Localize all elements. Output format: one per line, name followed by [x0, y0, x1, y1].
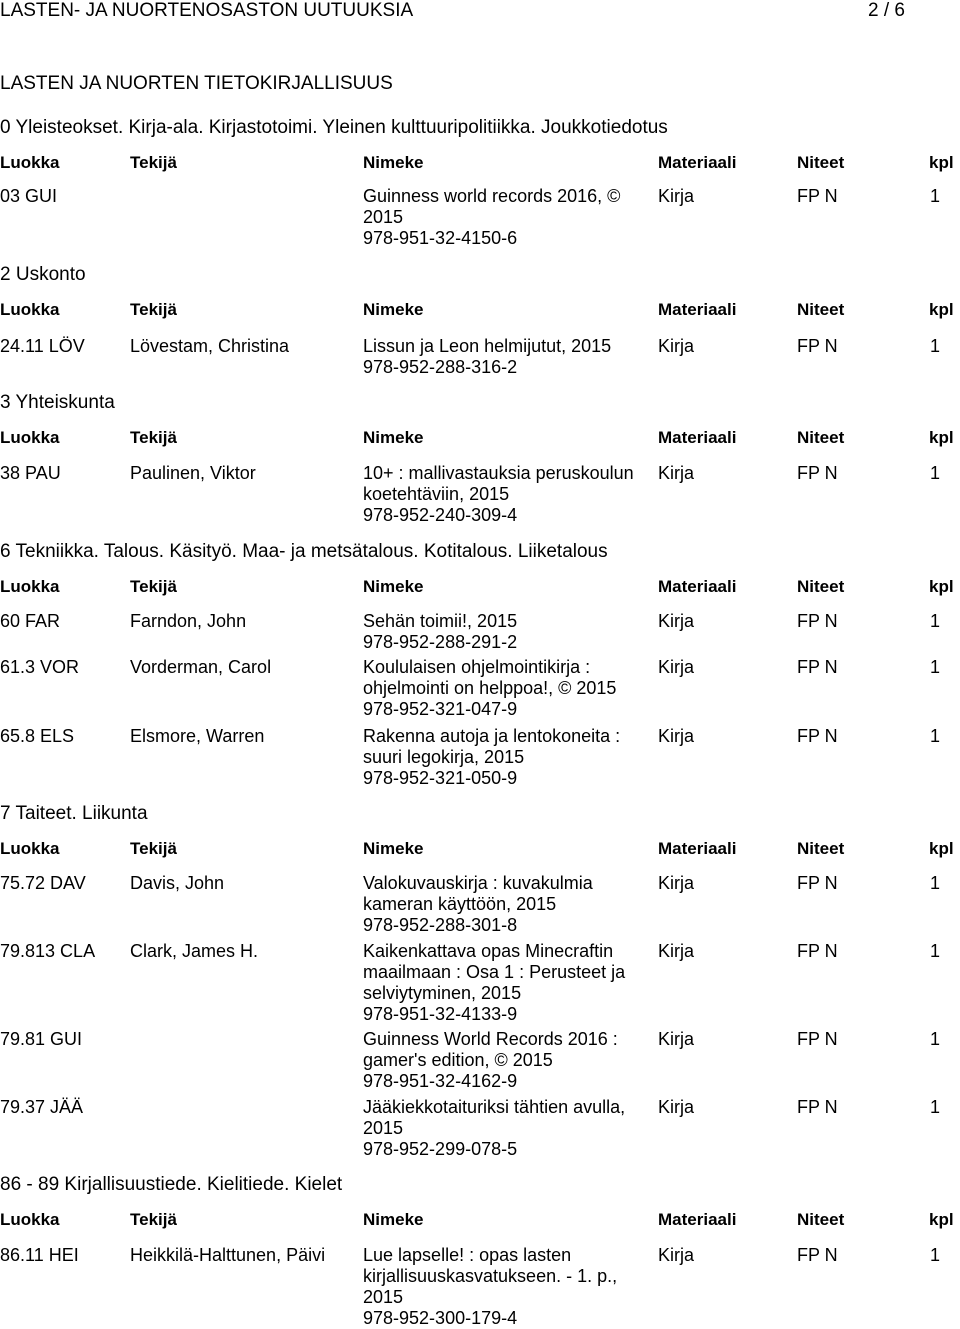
item-kpl: 1: [930, 873, 941, 893]
column-header-luokka: Luokka: [0, 1210, 60, 1229]
item-nimeke-line: 978-952-240-309-4: [363, 505, 518, 525]
column-header-kpl: kpl: [929, 428, 954, 447]
section-title: 0 Yleisteokset. Kirja-ala. Kirjastotoimi. Yleinen kulttuuripolitiikka. Joukkotiedotus: [0, 117, 668, 138]
column-header-nimeke: Nimeke: [363, 300, 424, 319]
item-nimeke-line: Sehän toimii!, 2015: [363, 611, 518, 631]
column-header-tekija: Tekijä: [130, 1210, 177, 1229]
column-header-luokka: Luokka: [0, 577, 60, 596]
item-kpl: 1: [930, 941, 941, 961]
item-luokka: 79.37 JÄÄ: [0, 1097, 84, 1117]
column-header-nimeke: Nimeke: [363, 839, 424, 858]
item-luokka: 03 GUI: [0, 186, 58, 206]
item-niteet: FP N: [797, 336, 838, 356]
item-kpl: 1: [930, 726, 941, 746]
item-niteet: FP N: [797, 657, 838, 677]
item-nimeke-line: Rakenna autoja ja lentokoneita :: [363, 726, 621, 746]
item-materiaali: Kirja: [658, 873, 695, 893]
item-nimeke-line: 978-952-288-316-2: [363, 357, 518, 377]
item-nimeke-line: Lissun ja Leon helmijutut, 2015: [363, 336, 612, 356]
item-materiaali: Kirja: [658, 1097, 695, 1117]
column-header-kpl: kpl: [929, 839, 954, 858]
item-nimeke-line: koetehtäviin, 2015: [363, 484, 510, 504]
item-nimeke-line: 2015: [363, 1287, 404, 1307]
item-kpl: 1: [930, 336, 941, 356]
item-nimeke-line: Guinness World Records 2016 :: [363, 1029, 618, 1049]
item-materiaali: Kirja: [658, 186, 695, 206]
item-luokka: 65.8 ELS: [0, 726, 75, 746]
column-header-tekija: Tekijä: [130, 839, 177, 858]
item-nimeke-line: Kaikenkattava opas Minecraftin: [363, 941, 614, 961]
item-nimeke-line: ohjelmointi on helppoa!, © 2015: [363, 678, 617, 698]
item-luokka: 60 FAR: [0, 611, 61, 631]
column-header-tekija: Tekijä: [130, 428, 177, 447]
column-header-luokka: Luokka: [0, 153, 60, 172]
item-nimeke-line: Jääkiekkotaituriksi tähtien avulla,: [363, 1097, 626, 1117]
item-tekija: Davis, John: [130, 873, 225, 893]
item-luokka: 86.11 HEI: [0, 1245, 79, 1265]
item-tekija: Elsmore, Warren: [130, 726, 265, 746]
item-niteet: FP N: [797, 1245, 838, 1265]
column-header-kpl: kpl: [929, 577, 954, 596]
item-nimeke-line: Koululaisen ohjelmointikirja :: [363, 657, 591, 677]
column-header-niteet: Niteet: [797, 577, 845, 596]
item-tekija: Lövestam, Christina: [130, 336, 290, 356]
item-tekija: Clark, James H.: [130, 941, 259, 961]
item-tekija: Vorderman, Carol: [130, 657, 272, 677]
item-kpl: 1: [930, 1245, 941, 1265]
item-materiaali: Kirja: [658, 941, 695, 961]
item-luokka: 79.813 CLA: [0, 941, 96, 961]
item-nimeke-line: suuri legokirja, 2015: [363, 747, 525, 767]
section-title: 2 Uskonto: [0, 264, 86, 285]
column-header-nimeke: Nimeke: [363, 428, 424, 447]
item-kpl: 1: [930, 463, 941, 483]
item-materiaali: Kirja: [658, 657, 695, 677]
column-header-materiaali: Materiaali: [658, 577, 737, 596]
item-nimeke-line: kameran käyttöön, 2015: [363, 894, 557, 914]
item-nimeke-line: maailmaan : Osa 1 : Perusteet ja: [363, 962, 626, 982]
item-tekija: Paulinen, Viktor: [130, 463, 256, 483]
column-header-kpl: kpl: [929, 153, 954, 172]
item-materiaali: Kirja: [658, 1245, 695, 1265]
column-header-tekija: Tekijä: [130, 577, 177, 596]
item-tekija: Heikkilä-Halttunen, Päivi: [130, 1245, 326, 1265]
column-header-kpl: kpl: [929, 300, 954, 319]
item-kpl: 1: [930, 186, 941, 206]
item-niteet: FP N: [797, 1029, 838, 1049]
item-nimeke-line: 2015: [363, 207, 404, 227]
item-nimeke-line: 978-952-288-291-2: [363, 632, 518, 652]
item-niteet: FP N: [797, 186, 838, 206]
page-title: LASTEN- JA NUORTENOSASTON UUTUUKSIA: [0, 0, 414, 21]
item-nimeke-line: Valokuvauskirja : kuvakulmia: [363, 873, 593, 893]
main-heading: LASTEN JA NUORTEN TIETOKIRJALLISUUS: [0, 73, 393, 94]
column-header-luokka: Luokka: [0, 300, 60, 319]
column-header-materiaali: Materiaali: [658, 153, 737, 172]
item-nimeke-line: 978-952-300-179-4: [363, 1308, 518, 1328]
item-niteet: FP N: [797, 463, 838, 483]
item-kpl: 1: [930, 1097, 941, 1117]
item-luokka: 24.11 LÖV: [0, 336, 85, 356]
item-nimeke-line: gamer's edition, © 2015: [363, 1050, 553, 1070]
section-title: 7 Taiteet. Liikunta: [0, 803, 148, 824]
column-header-luokka: Luokka: [0, 839, 60, 858]
item-nimeke-line: 978-952-288-301-8: [363, 915, 518, 935]
item-nimeke-line: 2015: [363, 1118, 404, 1138]
column-header-materiaali: Materiaali: [658, 428, 737, 447]
item-luokka: 75.72 DAV: [0, 873, 86, 893]
item-nimeke-line: 978-951-32-4150-6: [363, 228, 518, 248]
column-header-niteet: Niteet: [797, 153, 845, 172]
item-nimeke-line: Guinness world records 2016, ©: [363, 186, 621, 206]
item-nimeke-line: 978-951-32-4133-9: [363, 1004, 518, 1024]
column-header-materiaali: Materiaali: [658, 300, 737, 319]
section-title: 3 Yhteiskunta: [0, 392, 115, 413]
item-niteet: FP N: [797, 941, 838, 961]
column-header-tekija: Tekijä: [130, 153, 177, 172]
item-materiaali: Kirja: [658, 336, 695, 356]
item-niteet: FP N: [797, 726, 838, 746]
item-nimeke-line: selviytyminen, 2015: [363, 983, 522, 1003]
item-nimeke-line: 978-951-32-4162-9: [363, 1071, 518, 1091]
page-number: 2 / 6: [868, 0, 905, 21]
column-header-nimeke: Nimeke: [363, 1210, 424, 1229]
item-kpl: 1: [930, 657, 941, 677]
item-kpl: 1: [930, 611, 941, 631]
column-header-niteet: Niteet: [797, 428, 845, 447]
column-header-luokka: Luokka: [0, 428, 60, 447]
item-materiaali: Kirja: [658, 463, 695, 483]
item-nimeke-line: Lue lapselle! : opas lasten: [363, 1245, 572, 1265]
column-header-niteet: Niteet: [797, 839, 845, 858]
item-nimeke-line: 978-952-321-050-9: [363, 768, 518, 788]
item-materiaali: Kirja: [658, 611, 695, 631]
column-header-materiaali: Materiaali: [658, 839, 737, 858]
item-nimeke-line: kirjallisuuskasvatukseen. - 1. p.,: [363, 1266, 618, 1286]
column-header-niteet: Niteet: [797, 300, 845, 319]
item-luokka: 79.81 GUI: [0, 1029, 83, 1049]
column-header-nimeke: Nimeke: [363, 153, 424, 172]
item-nimeke-line: 978-952-299-078-5: [363, 1139, 518, 1159]
column-header-kpl: kpl: [929, 1210, 954, 1229]
section-title: 6 Tekniikka. Talous. Käsityö. Maa- ja metsätalous. Kotitalous. Liiketalous: [0, 541, 608, 562]
column-header-tekija: Tekijä: [130, 300, 177, 319]
item-nimeke-line: 10+ : mallivastauksia peruskoulun: [363, 463, 634, 483]
item-luokka: 38 PAU: [0, 463, 61, 483]
column-header-nimeke: Nimeke: [363, 577, 424, 596]
item-niteet: FP N: [797, 873, 838, 893]
item-niteet: FP N: [797, 1097, 838, 1117]
item-materiaali: Kirja: [658, 1029, 695, 1049]
item-tekija: Farndon, John: [130, 611, 247, 631]
item-materiaali: Kirja: [658, 726, 695, 746]
item-luokka: 61.3 VOR: [0, 657, 80, 677]
item-kpl: 1: [930, 1029, 941, 1049]
column-header-materiaali: Materiaali: [658, 1210, 737, 1229]
section-title: 86 - 89 Kirjallisuustiede. Kielitiede. Kielet: [0, 1174, 343, 1195]
item-nimeke-line: 978-952-321-047-9: [363, 699, 518, 719]
item-niteet: FP N: [797, 611, 838, 631]
column-header-niteet: Niteet: [797, 1210, 845, 1229]
